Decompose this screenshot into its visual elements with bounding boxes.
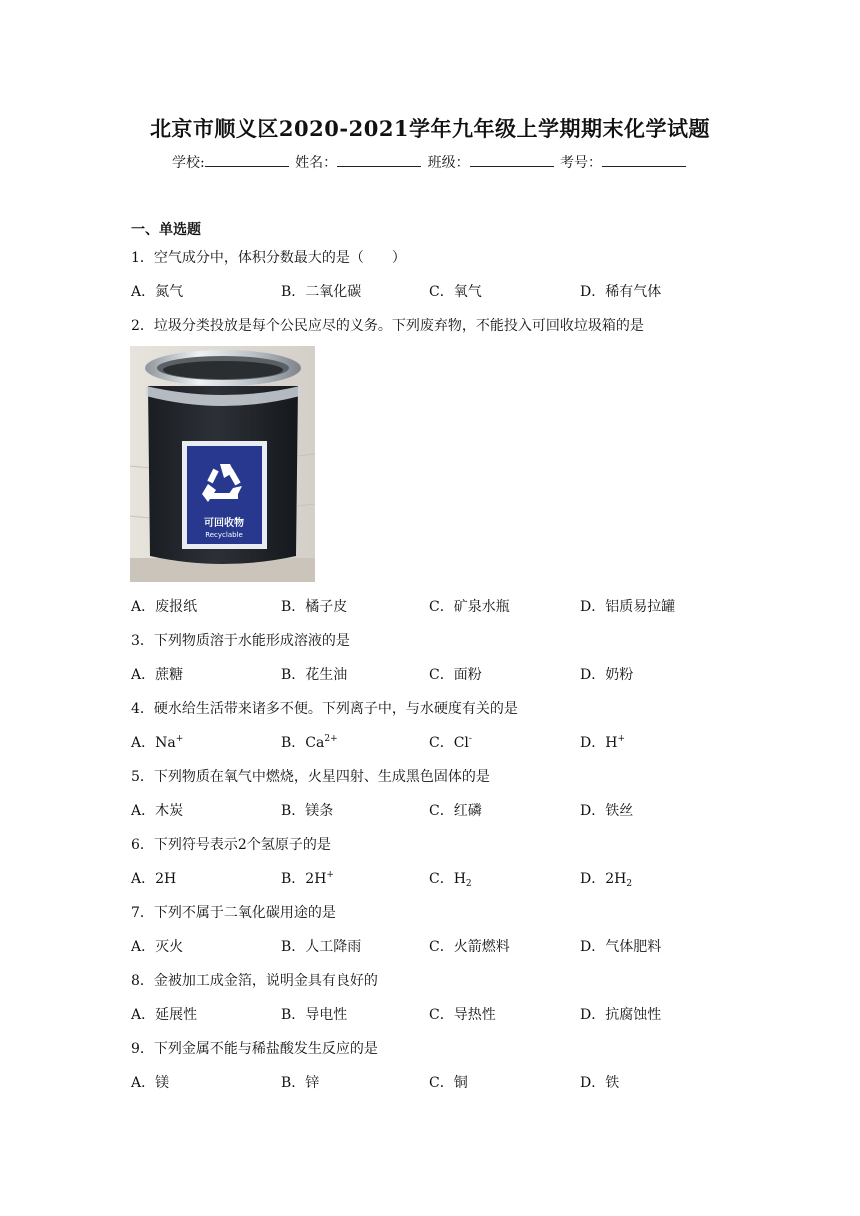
option-c: C．矿泉水瓶 bbox=[429, 599, 510, 615]
question-8-stem: 8．金被加工成金箔，说明金具有良好的 bbox=[131, 973, 378, 989]
option-d: D．奶粉 bbox=[580, 667, 634, 683]
name-blank bbox=[337, 154, 421, 167]
option-d: D．铝质易拉罐 bbox=[580, 599, 676, 615]
bin-label-cn: 可回收物 bbox=[204, 518, 244, 529]
option-b: B．导电性 bbox=[281, 1007, 348, 1023]
question-9-options bbox=[131, 1072, 751, 1092]
option-a: A．2H bbox=[131, 871, 177, 887]
question-1-options bbox=[131, 281, 751, 301]
option-c-text: C．H bbox=[429, 871, 466, 887]
question-6-stem: 6．下列符号表示2个氢原子的是 bbox=[131, 837, 331, 853]
exam-number-label: 考号： bbox=[560, 155, 603, 171]
option-d bbox=[580, 732, 625, 752]
charge-superscript: + bbox=[175, 734, 184, 744]
option-b: B．镁条 bbox=[281, 803, 334, 819]
document-title: 北京市顺义区2020-2021学年九年级上学期期末化学试题 bbox=[149, 116, 711, 141]
question-4-stem: 4．硬水给生活带来诸多不便。下列离子中，与水硬度有关的是 bbox=[131, 701, 518, 717]
option-a: A．延展性 bbox=[131, 1007, 198, 1023]
option-c: C．火箭燃料 bbox=[429, 939, 510, 955]
atom-count-subscript: 2 bbox=[626, 879, 633, 889]
option-a: A．镁 bbox=[131, 1075, 170, 1091]
atom-count-subscript: 2 bbox=[465, 879, 472, 889]
option-b-text: B．Ca bbox=[281, 735, 325, 751]
option-a: A．蔗糖 bbox=[131, 667, 184, 683]
option-c: C．导热性 bbox=[429, 1007, 496, 1023]
question-3-stem: 3．下列物质溶于水能形成溶液的是 bbox=[131, 633, 350, 649]
option-c bbox=[429, 732, 472, 752]
question-7-options bbox=[131, 936, 751, 956]
option-a: A．氮气 bbox=[131, 284, 184, 300]
option-c: C．氧气 bbox=[429, 284, 482, 300]
option-d-text: D．H bbox=[580, 735, 618, 751]
option-c: C．铜 bbox=[429, 1075, 468, 1091]
school-blank bbox=[205, 154, 289, 167]
option-d: D．气体肥料 bbox=[580, 939, 662, 955]
option-b bbox=[281, 868, 334, 888]
option-b: B．二氧化碳 bbox=[281, 284, 362, 300]
question-1-stem: 1．空气成分中，体积分数最大的是（ ） bbox=[131, 250, 406, 266]
question-9-stem: 9．下列金属不能与稀盐酸发生反应的是 bbox=[131, 1041, 378, 1057]
option-b: B．花生油 bbox=[281, 667, 348, 683]
option-d: D．铁 bbox=[580, 1075, 620, 1091]
option-d: D．抗腐蚀性 bbox=[580, 1007, 662, 1023]
option-a: A．废报纸 bbox=[131, 599, 198, 615]
class-label: 班级： bbox=[427, 155, 470, 171]
option-c: C．红磷 bbox=[429, 803, 482, 819]
question-8-options bbox=[131, 1004, 751, 1024]
option-d: D．稀有气体 bbox=[580, 284, 662, 300]
bin-label-en: Recyclable bbox=[205, 531, 243, 539]
option-c bbox=[429, 868, 472, 888]
charge-superscript: + bbox=[326, 870, 334, 880]
question-2-stem: 2．垃圾分类投放是每个公民应尽的义务。下列废弃物，不能投入可回收垃圾箱的是 bbox=[131, 318, 644, 334]
question-4-options bbox=[131, 732, 751, 752]
recycle-bin-photo bbox=[130, 346, 315, 582]
option-b: B．人工降雨 bbox=[281, 939, 362, 955]
question-3-options bbox=[131, 664, 751, 684]
charge-superscript: 2+ bbox=[324, 734, 338, 744]
option-b: B．橘子皮 bbox=[281, 599, 348, 615]
exam-number-blank bbox=[602, 154, 686, 167]
question-7-stem: 7．下列不属于二氧化碳用途的是 bbox=[131, 905, 336, 921]
charge-superscript: + bbox=[617, 734, 625, 744]
option-d-text: D．2H bbox=[580, 871, 627, 887]
charge-superscript: - bbox=[468, 734, 472, 744]
name-label: 姓名： bbox=[295, 155, 338, 171]
option-a bbox=[131, 732, 183, 752]
question-5-stem: 5．下列物质在氧气中燃烧，火星四射、生成黑色固体的是 bbox=[131, 769, 490, 785]
school-label: 学校: bbox=[171, 155, 205, 171]
option-c: C．面粉 bbox=[429, 667, 482, 683]
question-2-options bbox=[131, 596, 751, 616]
option-b bbox=[281, 732, 338, 752]
student-info-line bbox=[0, 152, 860, 172]
option-a-text: A．Na bbox=[131, 735, 176, 751]
option-b: B．锌 bbox=[281, 1075, 320, 1091]
option-a: A．木炭 bbox=[131, 803, 184, 819]
option-b-text: B．2H bbox=[281, 871, 327, 887]
question-6-options bbox=[131, 868, 751, 888]
class-blank bbox=[470, 154, 554, 167]
option-d bbox=[580, 868, 632, 888]
question-5-options bbox=[131, 800, 751, 820]
option-d: D．铁丝 bbox=[580, 803, 634, 819]
recycle-bin-image bbox=[130, 346, 315, 582]
option-c-text: C．Cl bbox=[429, 735, 469, 751]
section-heading: 一、单选题 bbox=[131, 222, 201, 238]
option-a: A．灭火 bbox=[131, 939, 184, 955]
